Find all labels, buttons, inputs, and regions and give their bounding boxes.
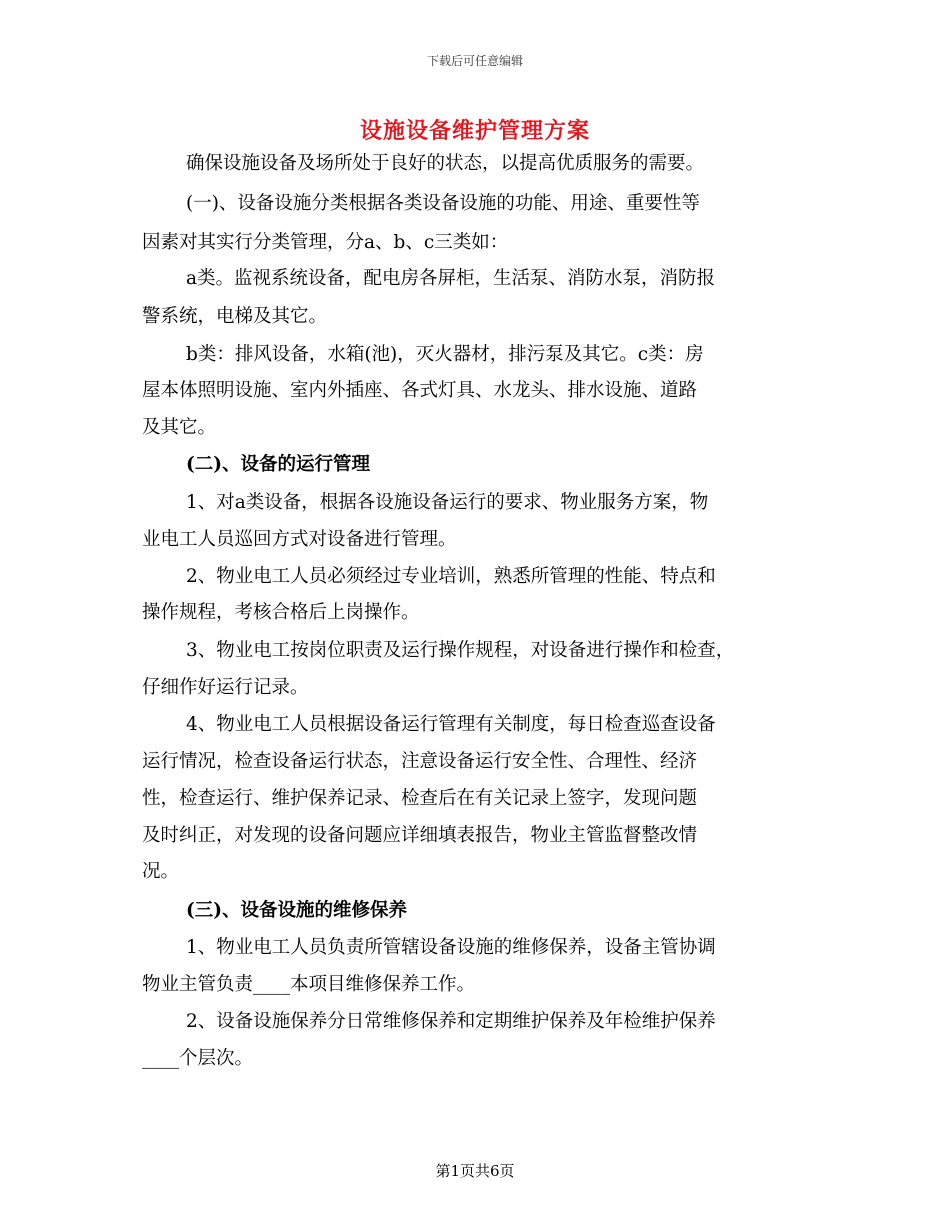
paragraph-line: 2、物业电工人员必须经过专业培训，熟悉所管理的性能、特点和 [186, 566, 716, 587]
paragraph-line: 运行情况，检查设备运行状态，注意设备运行安全性、合理性、经济 [142, 751, 698, 772]
document-title: 设施设备维护管理方案 [359, 118, 590, 144]
paragraph-line: 4、物业电工人员根据设备运行管理有关制度，每日检查巡查设备 [186, 714, 716, 735]
paragraph-line: 屋本体照明设施、室内外插座、各式灯具、水龙头、排水设施、道路 [142, 380, 698, 401]
paragraph-line: 1、对a类设备，根据各设施设备运行的要求、物业服务方案，物 [186, 492, 709, 513]
header-note: 下载后可任意编辑 [426, 54, 523, 68]
paragraph-line: 及时纠正，对发现的设备问题应详细填表报告，物业主管监督整改情 [142, 825, 698, 846]
paragraph-line: 确保设施设备及场所处于良好的状态，以提高优质服务的需要。 [186, 153, 705, 174]
paragraph-line: 仔细作好运行记录。 [142, 677, 309, 698]
paragraph-line: 性，检查运行、维护保养记录、检查后在有关记录上签字，发现问题 [142, 788, 698, 809]
paragraph-line: ____个层次。 [142, 1048, 254, 1069]
paragraph-line: 物业主管负责____本项目维修保养工作。 [142, 974, 476, 995]
paragraph-line: 3、物业电工按岗位职责及运行操作规程，对设备进行操作和检查， [186, 640, 735, 661]
paragraph-line: 1、物业电工人员负责所管辖设备设施的维修保养，设备主管协调 [186, 937, 716, 958]
paragraph-line: 操作规程，考核合格后上岗操作。 [142, 602, 420, 623]
paragraph-line: 2、设备设施保养分日常维修保养和定期维护保养及年检维护保养 [186, 1011, 716, 1032]
page-footer: 第1页共6页 [435, 1162, 515, 1180]
paragraph-line: 警系统，电梯及其它。 [142, 306, 328, 327]
paragraph-line: (一)、设备设施分类根据各类设备设施的功能、用途、重要性等 [186, 193, 700, 214]
paragraph-line: a类。监视系统设备，配电房各屏柜，生活泵、消防水泵，消防报 [186, 268, 716, 289]
section-heading: (三)、设备设施的维修保养 [186, 900, 408, 921]
section-heading: (二)、设备的运行管理 [186, 454, 371, 475]
paragraph-line: b类：排风设备，水箱(池)，灭火器材，排污泵及其它。c类：房 [186, 344, 704, 365]
paragraph-line: 业电工人员巡回方式对设备进行管理。 [142, 529, 457, 550]
paragraph-line: 因素对其实行分类管理，分a、b、c三类如： [142, 232, 509, 253]
paragraph-line: 况。 [142, 861, 180, 882]
paragraph-line: 及其它。 [142, 417, 217, 438]
